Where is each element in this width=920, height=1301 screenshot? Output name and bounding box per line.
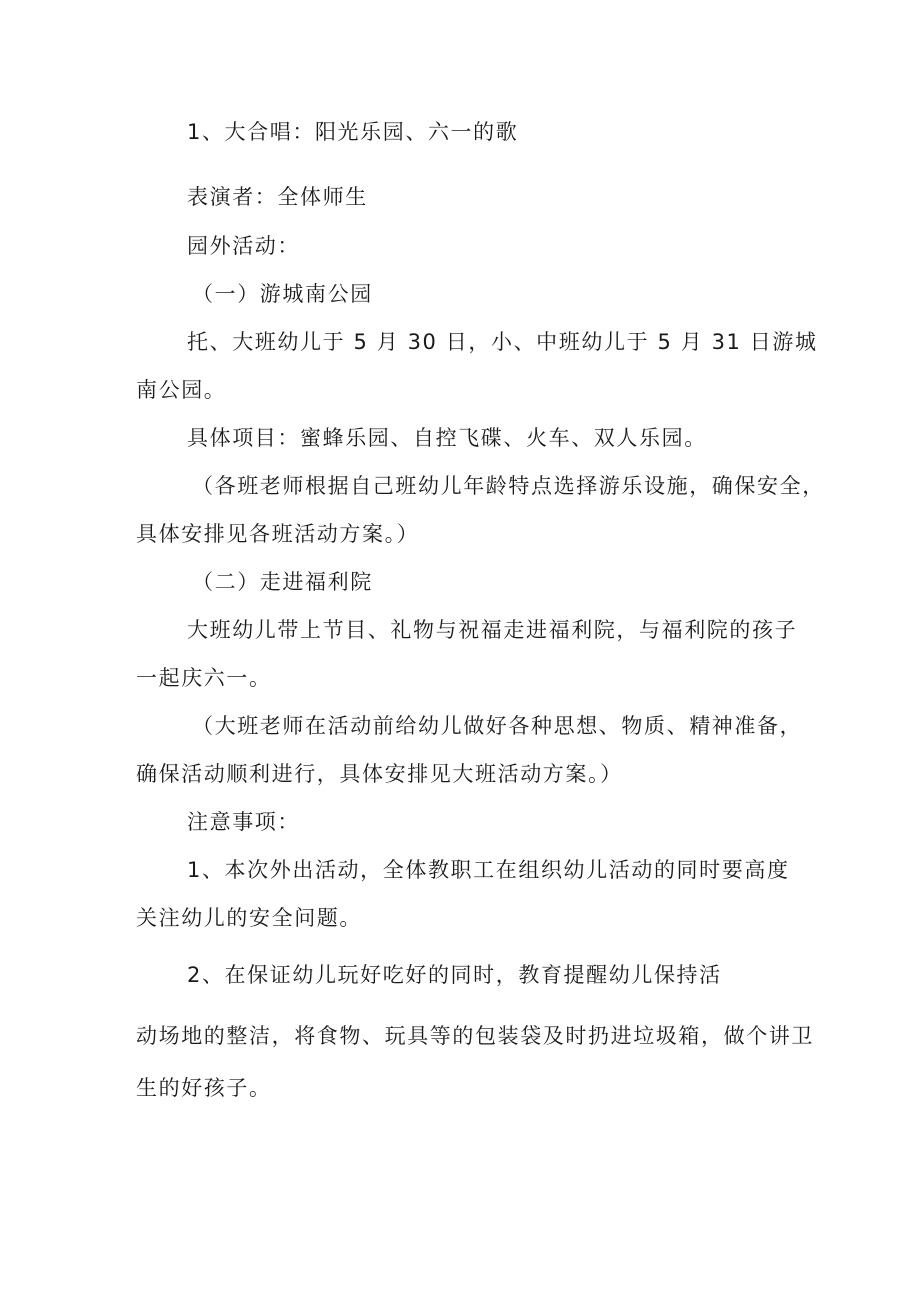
note-two-line-2: 动场地的整洁，将食物、玩具等的包装袋及时扔进垃圾箱，做个讲卫 [136, 1024, 814, 1048]
park-schedule-line-2: 南公园。 [136, 378, 227, 402]
park-schedule-line-1: 托、大班幼儿于 5 月 30 日，小、中班幼儿于 5 月 31 日游城 [187, 330, 818, 354]
park-note-line-2: 具体安排见各班活动方案。） [136, 522, 420, 546]
note-two-line-3: 生的好孩子。 [136, 1076, 272, 1100]
program-chorus-line: 1、大合唱：阳光乐园、六一的歌 [187, 120, 519, 144]
welfare-visit-line-1: 大班幼儿带上节目、礼物与祝福走进福利院，与福利院的孩子 [187, 618, 798, 642]
park-note-line-1: （各班老师根据自己班幼儿年龄特点选择游乐设施，确保安全， [192, 474, 825, 498]
welfare-visit-line-2: 一起庆六一。 [136, 666, 272, 690]
notes-heading: 注意事项： [187, 810, 300, 834]
outdoor-activities-heading: 园外活动： [187, 234, 300, 258]
note-two-line-1: 2、在保证幼儿玩好吃好的同时，教育提醒幼儿保持活 [187, 963, 722, 987]
note-one-line-1: 1、本次外出活动，全体教职工在组织幼儿活动的同时要高度 [187, 858, 790, 882]
section-one-heading: （一）游城南公园 [192, 282, 373, 306]
note-one-line-2: 关注幼儿的安全问题。 [136, 906, 362, 930]
park-items-line: 具体项目：蜜蜂乐园、自控飞碟、火车、双人乐园。 [187, 426, 707, 450]
welfare-note-line-2: 确保活动顺利进行，具体安排见大班活动方案。） [136, 762, 623, 786]
performers-line: 表演者：全体师生 [187, 185, 368, 209]
section-two-heading: （二）走进福利院 [192, 570, 373, 594]
welfare-note-line-1: （大班老师在活动前给幼儿做好各种思想、物质、精神准备， [192, 714, 803, 738]
